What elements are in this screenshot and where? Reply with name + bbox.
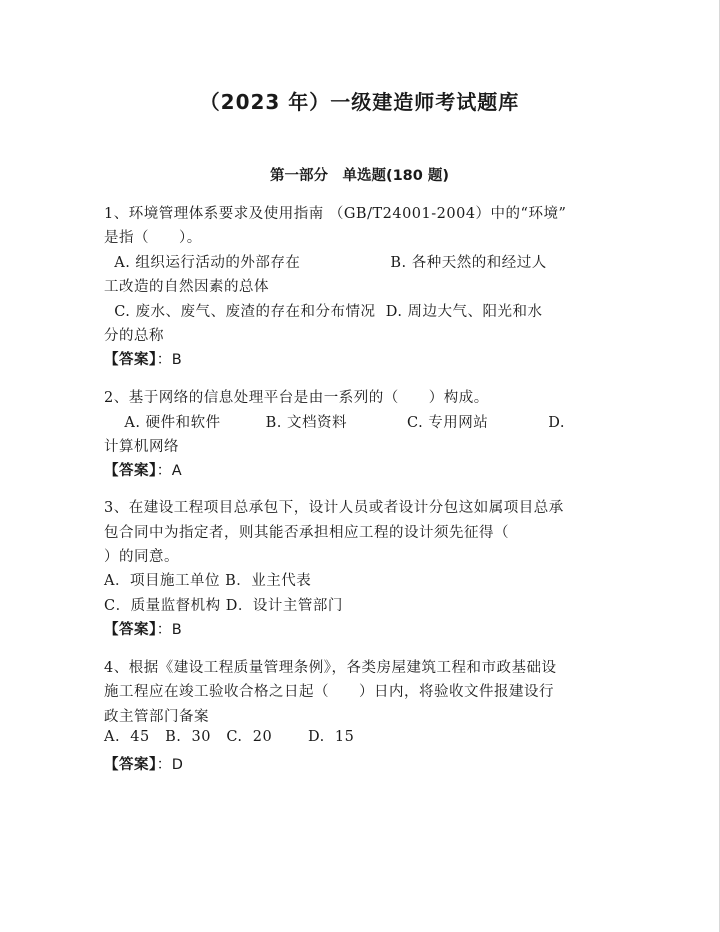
q1-line-6: 分的总称: [104, 328, 164, 344]
q3-line-2: 包合同中为指定者，则其能否承担相应工程的设计须先征得（: [104, 525, 509, 541]
answer-value: A: [171, 463, 183, 479]
answer-value: B: [171, 352, 183, 368]
answer-sep: ：: [156, 622, 172, 638]
q2-answer: [104, 459, 182, 480]
answer-sep: ：: [156, 757, 172, 773]
answer-label: 【答案】: [104, 622, 157, 638]
q2-line-3: 计算机网络: [104, 439, 179, 455]
q1-line-4: 工改造的自然因素的总体: [104, 279, 269, 295]
q1-answer: [104, 348, 182, 369]
answer-label: 【答案】: [104, 352, 157, 368]
q4-line-2: 施工程应在竣工验收合格之日起（ ）日内，将验收文件报建设行: [104, 684, 554, 700]
q4-line-3: 政主管部门备案: [104, 709, 209, 725]
q1-line-3: A. 组织运行活动的外部存在 B. 各种天然的和经过人: [104, 255, 547, 271]
q4-line-1: 4、根据《建设工程质量管理条例》，各类房屋建筑工程和市政基础设: [104, 660, 557, 676]
q1-line-5: C. 废水、废气、废渣的存在和分布情况 D. 周边大气、阳光和水: [104, 304, 543, 320]
answer-sep: ：: [156, 352, 172, 368]
answer-sep: ：: [156, 463, 172, 479]
q3-line-4: A．项目施工单位 B．业主代表: [104, 573, 312, 589]
q3-line-5: C．质量监督机构 D．设计主管部门: [104, 598, 343, 614]
q1-line-2: 是指（ ）。: [104, 230, 202, 246]
q4-answer: [104, 753, 183, 774]
q1-line-1: 1、环境管理体系要求及使用指南 （GB/T24001-2004）中的“环境”: [104, 206, 567, 222]
q2-line-1: 2、基于网络的信息处理平台是由一系列的（ ）构成。: [104, 390, 489, 406]
answer-label: 【答案】: [104, 757, 157, 773]
section-heading: 第一部分 单选题(180 题): [269, 168, 450, 184]
q2-line-2: A. 硬件和软件 B. 文档资料 C. 专用网站 D.: [104, 415, 566, 431]
q3-answer: [104, 618, 182, 639]
answer-value: B: [171, 622, 183, 638]
q3-line-3: ）的同意。: [104, 549, 179, 565]
q3-line-1: 3、在建设工程项目总承包下，设计人员或者设计分包这如属项目总承: [104, 500, 564, 516]
answer-label: 【答案】: [104, 463, 157, 479]
document-title: （2023 年）一级建造师考试题库: [199, 90, 520, 114]
q4-line-4: A. 45 B. 30 C. 20 D. 15: [104, 729, 355, 745]
answer-value: D: [171, 757, 184, 773]
